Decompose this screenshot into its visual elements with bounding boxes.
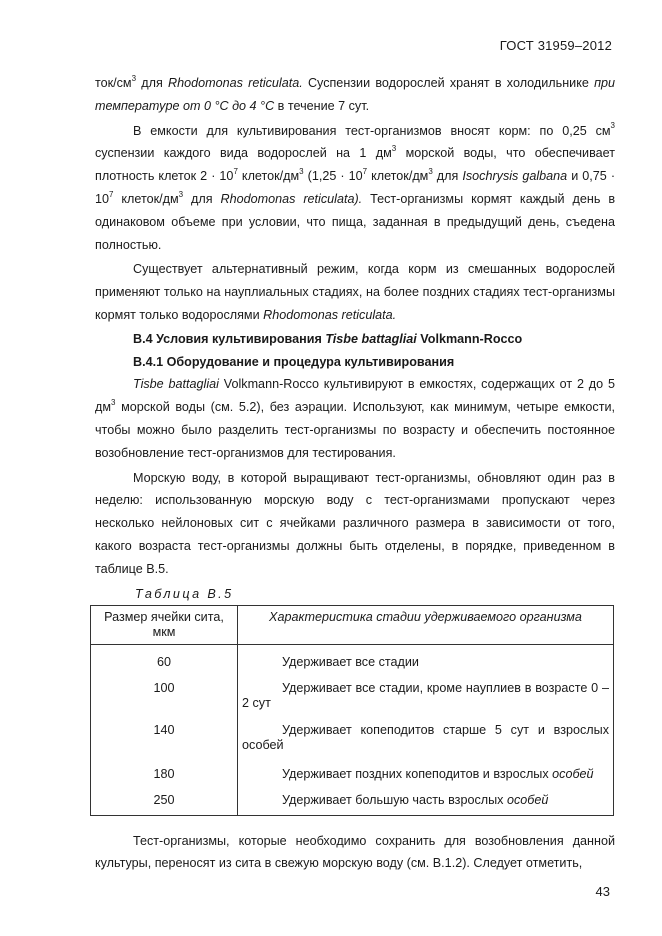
- text-run: суспензии каждого вида водорослей на 1 дм: [95, 146, 392, 161]
- table-header-row: [91, 605, 614, 644]
- body-text: [95, 72, 615, 875]
- italic-text: особей: [506, 792, 549, 807]
- text-run: (1,25 · 10: [303, 169, 363, 184]
- superscript: 3: [131, 73, 137, 83]
- text-run: морской воды, что обеспечивает плотность клеток 2 · 10: [95, 146, 615, 184]
- column-header: Размер ячейки сита, мкм: [91, 605, 238, 644]
- paragraph: [95, 373, 615, 464]
- paragraph: Морскую воду, в которой выращивают тест-организмы, обновляют один раз в неделю: использованную морскую воду с тест-организмами пропускают через несколько нейлоновых сит с ячейками различного размера в зависимости от того, какого возраста тест-организмы должны быть отделены, в порядке, приведенном в таблице В.5.: [95, 470, 615, 576]
- superscript: 3: [391, 144, 397, 154]
- subsection-heading: В.4.1 Оборудование и процедура культивирования: [133, 354, 455, 369]
- text-run: Существует альтернативный режим, когда корм из смешанных водорослей применяют только на науплиальных стадиях, на более поздних стадиях тест-организмы кормят только водорослями: [95, 262, 615, 322]
- table-cell: [238, 644, 614, 675]
- text-run: для: [183, 191, 221, 206]
- text-run: клеток/дм: [237, 169, 300, 184]
- text-run: В емкости для культивирования тест-организмов вносят корм: по 0,25 см: [133, 123, 611, 138]
- paragraph: [95, 258, 615, 326]
- table-cell: 250: [91, 787, 238, 816]
- table-cell: [238, 717, 614, 759]
- table-row: [91, 759, 614, 787]
- species-name: Isochrysis galbana: [462, 169, 568, 184]
- superscript: 7: [109, 189, 114, 199]
- text-run: и 0,75 · 10: [95, 169, 616, 206]
- species-name: Tisbe battagliai: [325, 331, 417, 346]
- text-run: Удерживает копеподитов старше 5 сут и взрослых особей: [242, 722, 609, 752]
- table-row: [91, 644, 614, 675]
- column-header: Характеристика стадии удерживаемого организма: [238, 605, 614, 644]
- text-run: Тест-организмы кормят каждый день в одинаковом объеме при условии, что пища, заданная в предыдущий день, съедена полностью.: [95, 191, 616, 252]
- table-row: [91, 787, 614, 816]
- table-cell: 180: [91, 759, 238, 787]
- sieve-table: [90, 605, 614, 816]
- heading-text: В.4 Условия культивирования: [133, 331, 326, 346]
- species-name: Rhodomonas reticulata.: [168, 76, 303, 90]
- text-run: Суспензии водорослей хранят в холодильнике: [302, 76, 595, 90]
- italic-text: при температуре от 0 °С до 4 °С: [95, 76, 616, 113]
- table-cell: [238, 759, 614, 787]
- superscript: 7: [233, 167, 238, 176]
- text-run: клеток/дм: [367, 169, 429, 184]
- table-row: [91, 717, 614, 759]
- text-run: для: [432, 169, 463, 184]
- section-heading: [95, 328, 615, 351]
- cell-text: [242, 767, 609, 781]
- paragraph: [95, 72, 615, 118]
- standard-code: ГОСТ 31959–2012: [499, 38, 612, 53]
- cell-text: [242, 723, 609, 753]
- superscript: 7: [362, 167, 368, 176]
- page-number: 43: [595, 884, 610, 899]
- table-cell: 140: [91, 717, 238, 759]
- cell-text: [242, 681, 609, 711]
- text-run: Удерживает все стадии, кроме науплиев в возрасте 0 – 2 сут: [242, 680, 609, 710]
- cell-text: [242, 655, 609, 669]
- heading-text: Volkmann-Rocco: [416, 331, 523, 346]
- italic-text: особей: [552, 766, 594, 781]
- text-run: Удерживает большую часть взрослых: [282, 792, 507, 807]
- text-run: ток/см: [95, 76, 132, 90]
- text-run: для: [136, 76, 168, 90]
- paragraph: Тест-организмы, которые необходимо сохранить для возобновления данной культуры, переносят из сита в свежую морскую воду (см. В.1.2). Следует отметить,: [95, 833, 615, 871]
- superscript: 3: [178, 189, 184, 199]
- cell-text: [242, 793, 609, 807]
- species-name: Tisbe battagliai: [133, 377, 219, 392]
- table-caption: Таблица В.5: [135, 586, 234, 601]
- superscript: 3: [111, 397, 116, 407]
- superscript: 3: [610, 121, 615, 131]
- species-name: Rhodomonas reticulata.: [263, 307, 397, 322]
- text-run: Volkmann-Rocco культивируют в емкостях, содержащих от 2 до 5 дм: [95, 377, 615, 415]
- text-run: Удерживает поздних копеподитов и взрослых: [282, 766, 553, 781]
- table-cell: 100: [91, 675, 238, 717]
- text-run: Удерживает все стадии: [282, 654, 419, 669]
- superscript: 3: [299, 167, 304, 176]
- superscript: 3: [428, 167, 433, 176]
- table-cell: [238, 787, 614, 816]
- species-name: Rhodomonas reticulata).: [220, 191, 363, 206]
- table-cell: [238, 675, 614, 717]
- text-run: в течение 7 сут.: [274, 98, 370, 113]
- table-cell: 60: [91, 644, 238, 675]
- paragraph: [95, 120, 615, 257]
- text-run: клеток/дм: [113, 191, 179, 206]
- text-run: морской воды (см. 5.2), без аэрации. Используют, как минимум, четыре емкости, чтобы можно было разделить тест-организмы по возрасту и обеспечить постоянное возобновление тест-организмов для тестирования.: [95, 400, 615, 460]
- table-row: [91, 675, 614, 717]
